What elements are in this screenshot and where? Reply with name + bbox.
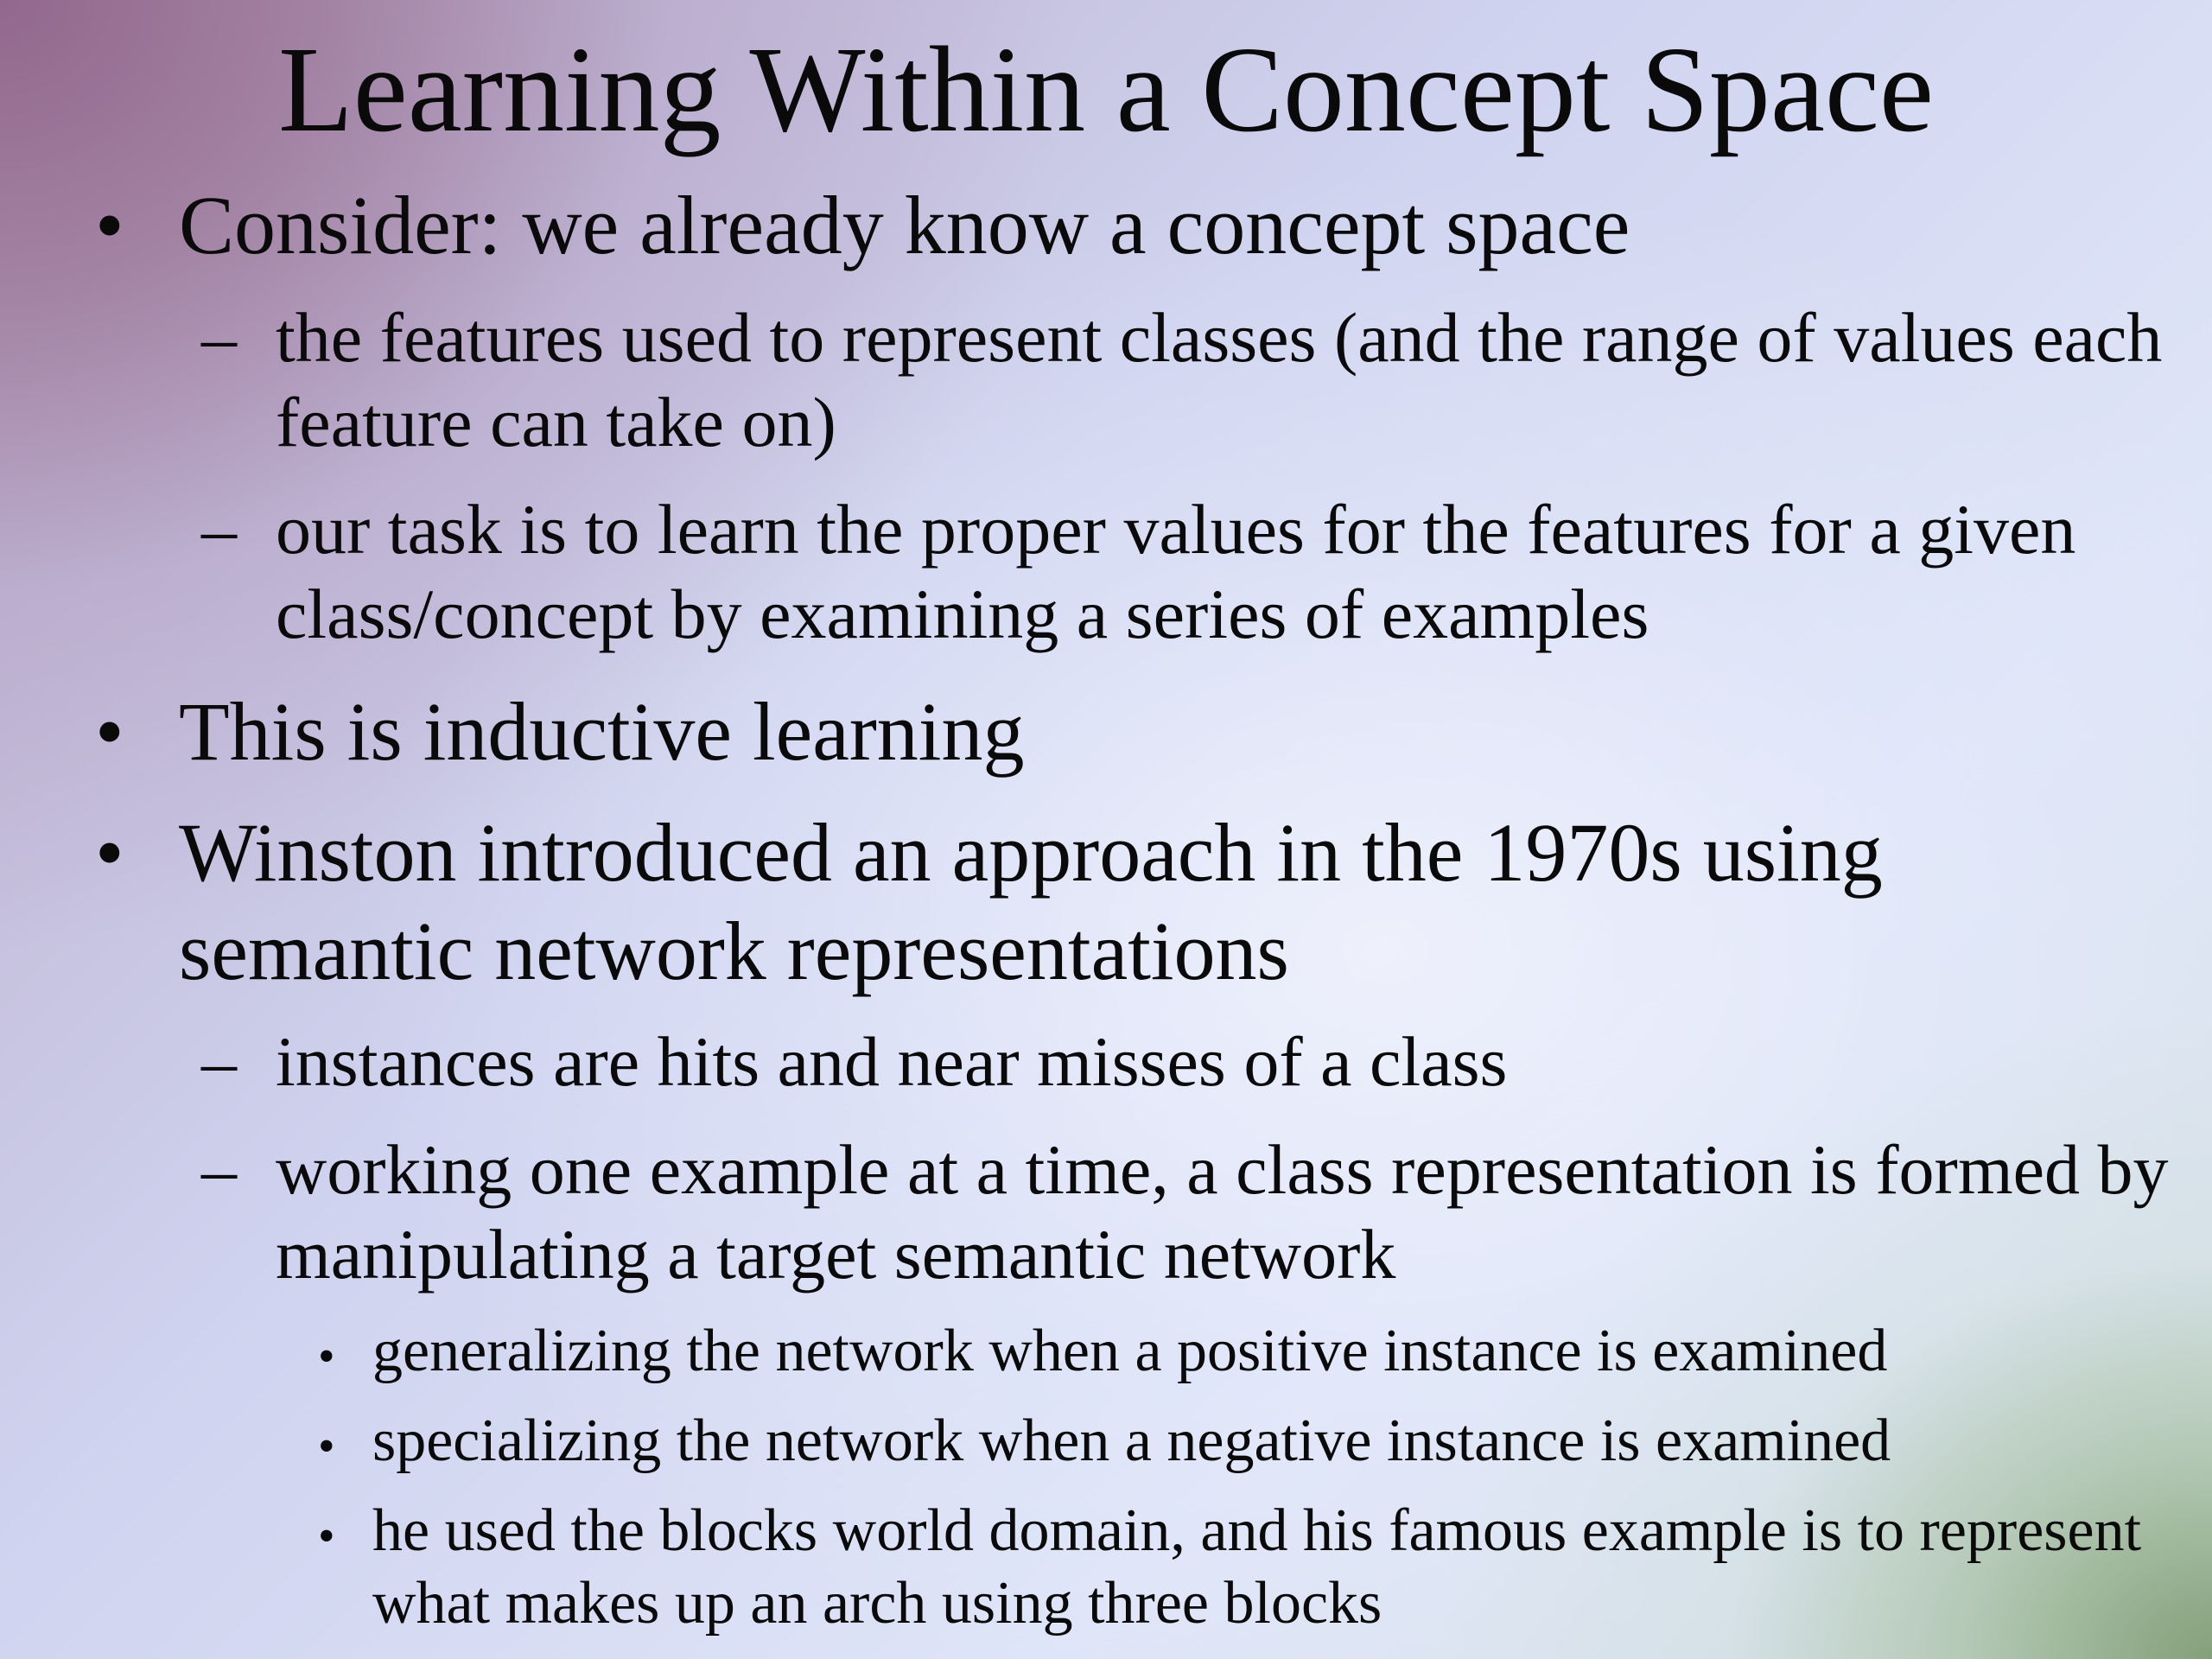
dash-marker: – <box>201 298 237 377</box>
bullet-item <box>95 683 2192 781</box>
sub-bullet-text: our task is to learn the proper values for the features for a given class/concept by examining a series of examples <box>276 490 2076 653</box>
sub-sub-bullet-item <box>318 1495 2187 1640</box>
bullet-item <box>95 804 2192 1001</box>
bullet-marker: • <box>95 806 124 899</box>
sub-sub-bullet-text: generalizing the network when a positive instance is examined <box>372 1318 1888 1384</box>
dash-marker: – <box>201 1130 237 1209</box>
sub-sub-bullet-text: specializing the network when a negative instance is examined <box>372 1408 1891 1474</box>
sub-sub-bullet-text: he used the blocks world domain, and his famous example is to represent what makes up an arch using three blocks <box>372 1497 2142 1637</box>
sub-bullet-item <box>201 1128 2177 1297</box>
sub-bullet-item <box>201 296 2177 465</box>
slide-title: Learning Within a Concept Space <box>278 21 1934 157</box>
bullet-item <box>95 176 2192 275</box>
sub-bullet-item <box>201 487 2177 657</box>
sub-sub-bullet-item <box>318 1405 2187 1483</box>
bullet-text: This is inductive learning <box>179 685 1025 778</box>
sub-bullet-text: working one example at a time, a class representation is formed by manipulating a target semantic network <box>276 1130 2169 1294</box>
bullet-text: Winston introduced an approach in the 1970s using semantic network representations <box>179 806 1883 997</box>
bullet-marker: • <box>95 179 124 271</box>
sub-bullet-text: the features used to represent classes (and the range of values each feature can take on) <box>276 298 2163 461</box>
sub-bullet-item <box>201 1020 2177 1104</box>
bullet-marker: • <box>318 1420 335 1473</box>
bullet-text: Consider: we already know a concept space <box>179 179 1630 271</box>
bullet-marker: • <box>318 1330 335 1383</box>
bullet-marker: • <box>318 1510 335 1563</box>
bullet-marker: • <box>95 685 124 778</box>
dash-marker: – <box>201 490 237 569</box>
dash-marker: – <box>201 1022 237 1101</box>
sub-bullet-text: instances are hits and near misses of a class <box>276 1022 1508 1101</box>
sub-sub-bullet-item <box>318 1315 2187 1393</box>
